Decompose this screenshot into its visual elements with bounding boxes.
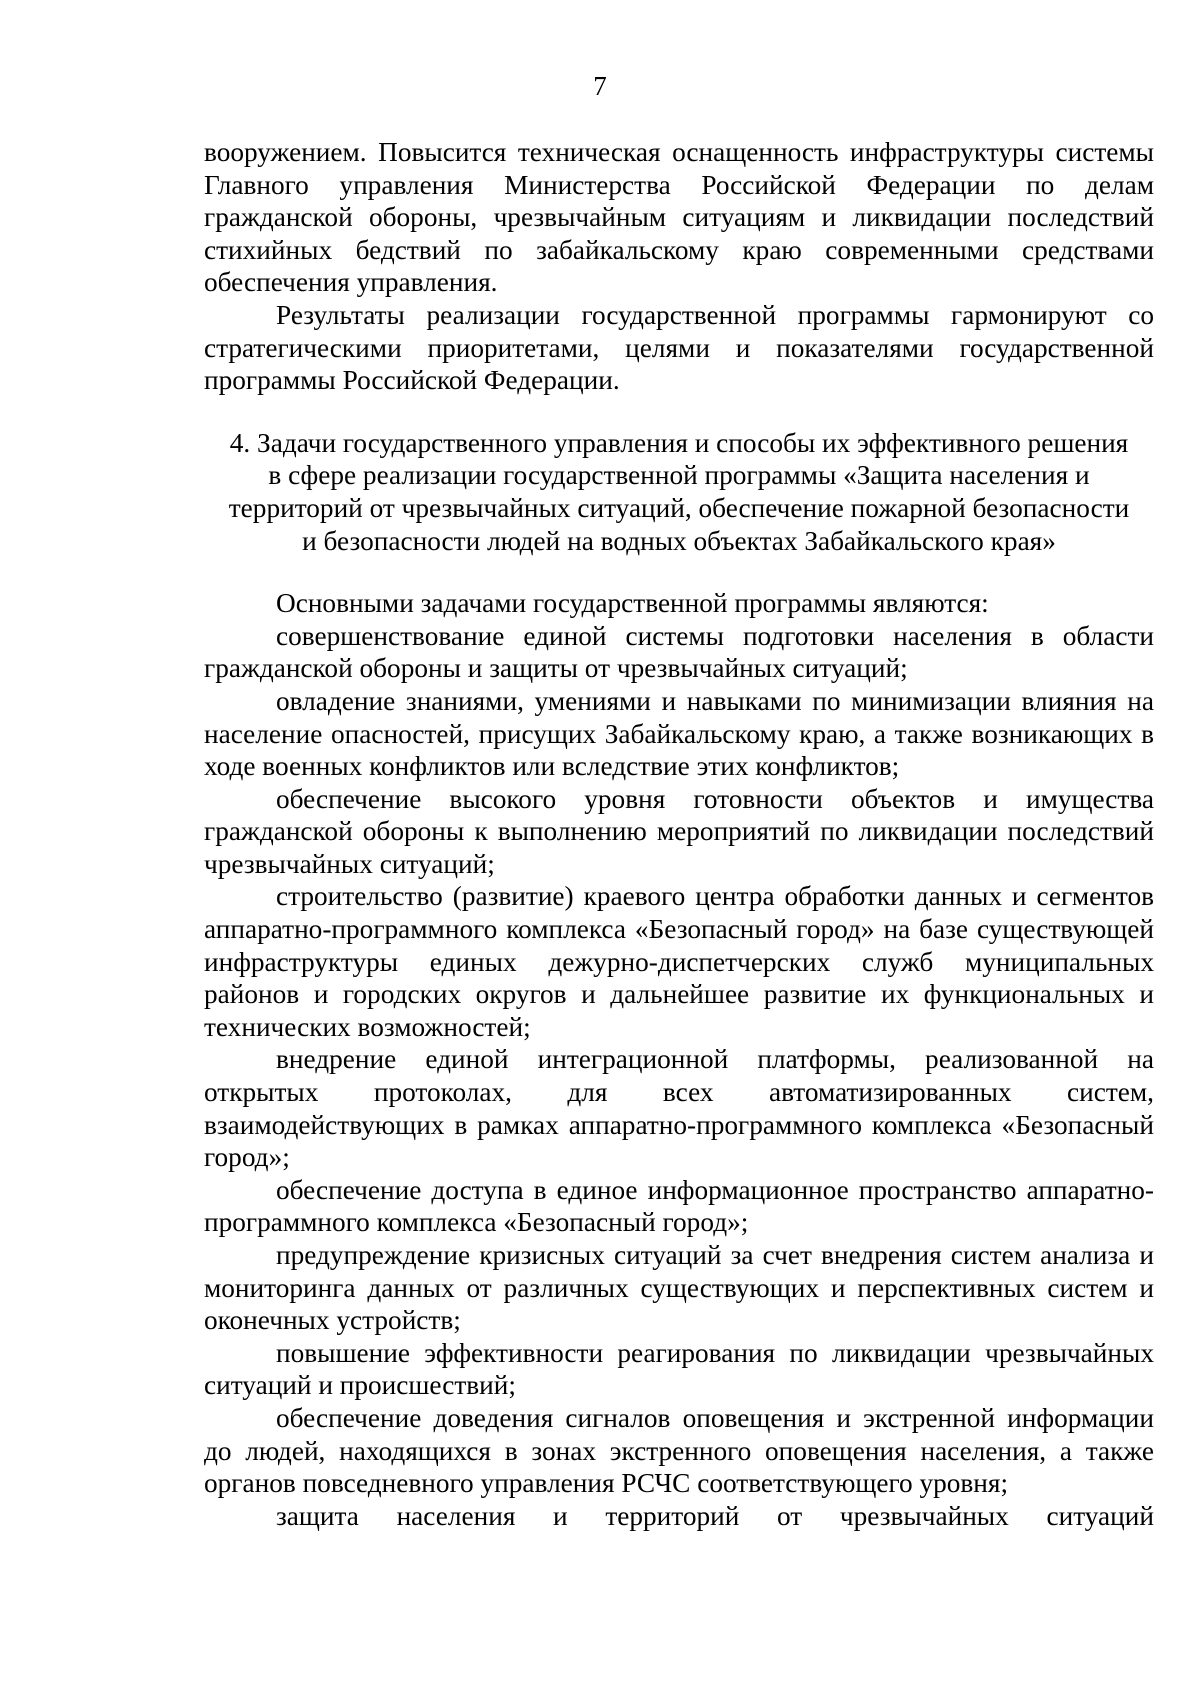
task-item: овладение знаниями, умениями и навыками по минимизации влияния на население опасностей, присущих Забайкальскому краю, а также возникающих в ходе военных конфликтов или вследствие этих конфликтов;: [204, 685, 1154, 782]
task-item: внедрение единой интеграционной платформы, реализованной на открытых протоколах, для всех автоматизированных систем, взаимодействующих в рамках аппаратно-программного комплекса «Безопасный город»;: [204, 1044, 1154, 1173]
task-item: предупреждение кризисных ситуаций за счет внедрения систем анализа и мониторинга данных от различных существующих и перспективных систем и оконечных устройств;: [204, 1240, 1154, 1336]
section-heading-line: территорий от чрезвычайных ситуаций, обеспечение пожарной безопасности: [228, 492, 1130, 523]
tasks-intro: Основными задачами государственной программы являются:: [276, 588, 989, 619]
section-heading-line: и безопасности людей на водных объектах Забайкальского края»: [302, 525, 1056, 556]
page-content: [204, 136, 1154, 1532]
section-heading-line: в сфере реализации государственной программы «Защита населения и: [268, 460, 1090, 491]
task-item: обеспечение доведения сигналов оповещения и экстренной информации до людей, находящихся в зонах экстренного оповещения населения, а также органов повседневного управления РСЧС соответствующего уровня;: [204, 1402, 1154, 1499]
page-number: 7: [593, 71, 607, 101]
section-heading-line: 4. Задачи государственного управления и способы их эффективного решения: [229, 427, 1129, 458]
task-item: повышение эффективности реагирования по ликвидации чрезвычайных ситуаций и происшествий;: [204, 1337, 1154, 1401]
task-item: защита населения и территорий от чрезвычайных ситуаций: [276, 1500, 1154, 1531]
section-heading: [204, 427, 1154, 557]
task-item: совершенствование единой системы подготовки населения в области гражданской обороны и защиты от чрезвычайных ситуаций;: [204, 620, 1154, 684]
spacer: [204, 557, 1154, 587]
intro-paragraph-2: Результаты реализации государственной программы гармонируют со стратегическими приоритетами, целями и показателями государственной программы Российской Федерации.: [204, 299, 1154, 396]
task-item: обеспечение доступа в единое информационное пространство аппаратно-программного комплекса «Безопасный город»;: [204, 1174, 1154, 1238]
task-item: обеспечение высокого уровня готовности объектов и имущества гражданской обороны к выполнению мероприятий по ликвидации последствий чрезвычайных ситуаций;: [204, 783, 1154, 879]
intro-paragraph-1: вооружением. Повысится техническая оснащенность инфраструктуры системы Главного управления Министерства Российской Федерации по делам гражданской обороны, чрезвычайным ситуациям и ликвидации последствий стихийных бедствий по забайкальскому краю современными средствами обеспечения управления.: [204, 137, 1154, 298]
task-item: строительство (развитие) краевого центра обработки данных и сегментов аппаратно-программного комплекса «Безопасный город» на базе существующей инфраструктуры единых дежурно-диспетчерских служб муниципальных районов и городских округов и дальнейшее развитие их функциональных и технических возможностей;: [204, 881, 1154, 1042]
